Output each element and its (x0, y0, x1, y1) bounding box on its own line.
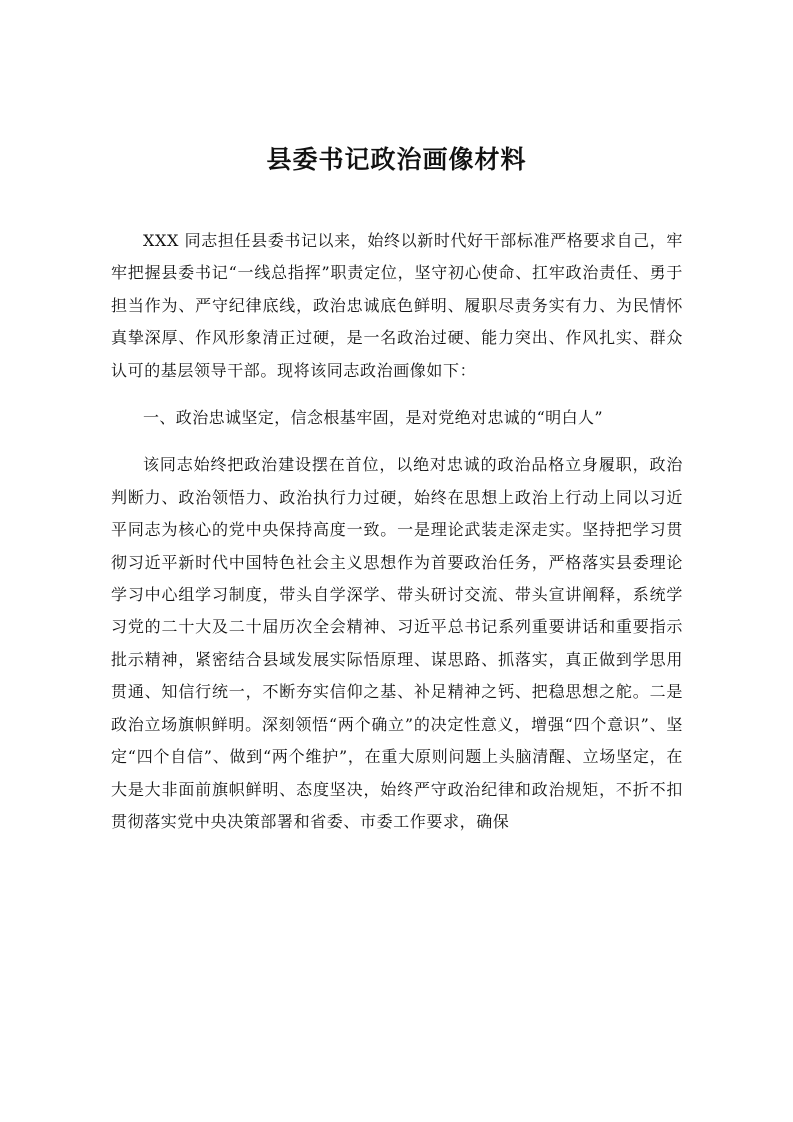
document-title: 县委书记政治画像材料 (266, 145, 527, 174)
document-body (111, 225, 683, 838)
section-heading-1: 一、政治忠诚坚定，信念根基牢固，是对党绝对忠诚的“明白人” (143, 408, 603, 428)
intro-paragraph: XXX 同志担任县委书记以来，始终以新时代好干部标准严格要求自己，牢牢把握县委书记“一线总指挥”职责定位，坚守初心使命、扛牢政治责任、勇于担当作为、严守纪律底线，政治忠诚底色鲜明、履职尽责务实有力、为民情怀真挚深厚、作风形象清正过硬，是一名政治过硬、能力突出、作风扎实、群众认可的基层领导干部。现将该同志政治画像如下： (111, 231, 683, 380)
section-paragraph-1: 该同志始终把政治建设摆在首位，以绝对忠诚的政治品格立身履职，政治判断力、政治领悟力、政治执行力过硬，始终在思想上政治上行动上同以习近平同志为核心的党中央保持高度一致。一是理论武装走深走实。坚持把学习贯彻习近平新时代中国特色社会主义思想作为首要政治任务，严格落实县委理论学习中心组学习制度，带头自学深学、带头研讨交流、带头宣讲阐释，系统学习党的二十大及二十届历次全会精神、习近平总书记系列重要讲话和重要指示批示精神，紧密结合县域发展实际悟原理、谋思路、抓落实，真正做到学思用贯通、知信行统一，不断夯实信仰之基、补足精神之钙、把稳思想之舵。二是政治立场旗帜鲜明。深刻领悟“两个确立”的决定性意义，增强“四个意识”、坚定“四个自信”、做到“两个维护”，在重大原则问题上头脑清醒、立场坚定，在大是大非面前旗帜鲜明、态度坚决，始终严守政治纪律和政治规矩，不折不扣贯彻落实党中央决策部署和省委、市委工作要求，确保 (111, 455, 683, 831)
